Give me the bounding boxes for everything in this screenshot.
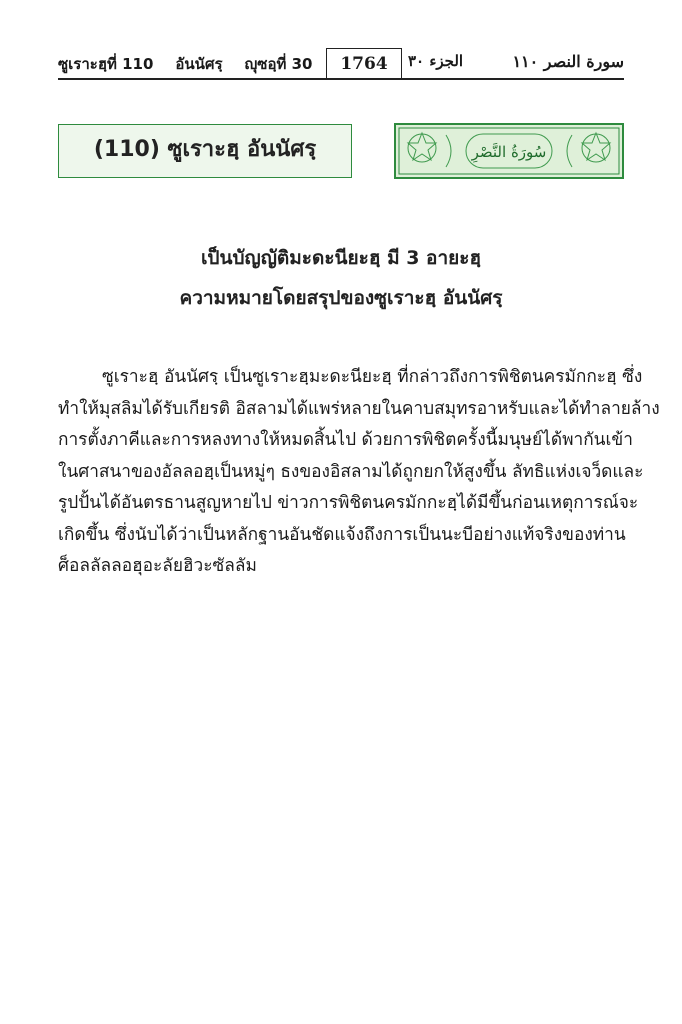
header-juz-arabic: الجزء ٣٠ — [408, 52, 464, 70]
header-divider — [58, 78, 624, 80]
surah-title: (110) ซูเราะฮฺ อันนัศรฺ — [58, 124, 352, 178]
page-number: 1764 — [326, 48, 402, 78]
subtitle-summary-heading: ความหมายโดยสรุปของซูเราะฮฺ อันนัศรฺ — [179, 287, 503, 309]
paragraph-line: รูปปั้นได้อันตรธานสูญหายไป ข่าวการพิชิตนครมักกะฮฺได้มีขึ้นก่อนเหตุการณ์จะ — [58, 493, 639, 513]
paragraph-line: ซูเราะฮฺ อันนัศรฺ เป็นซูเราะฮฺมะดะนียะฮฺ ที่กล่าวถึงการพิชิตนครมักกะฮฺ ซึ่ง — [102, 367, 643, 387]
paragraph-line: ในศาสนาของอัลลอฮฺเป็นหมู่ๆ ธงของอิสลามได้ถูกยกให้สูงขึ้น ลัทธิแห่งเจว็ดและ — [58, 461, 644, 482]
page-header — [58, 48, 624, 78]
header-juz-label: ญุซอฺที่ 30 — [244, 55, 313, 73]
paragraph-line: เกิดขึ้น ซึ่งนับได้ว่าเป็นหลักฐานอันชัดแจ้งถึงการเป็นนะบีอย่างแท้จริงของท่าน — [58, 524, 626, 545]
surah-ornament-banner — [394, 123, 624, 179]
header-surah-arabic: سورة النصر ١١٠ — [512, 52, 624, 71]
ornament-arabic-title: سُورَةُ النَّصْرِ — [471, 143, 547, 161]
header-surah-name: อันนัศรฺ — [175, 55, 223, 73]
paragraph-line: ทำให้มุสลิมได้รับเกียรติ อิสลามได้แพร่หลายในคาบสมุทรอาหรับและได้ทำลายล้าง — [58, 398, 660, 419]
paragraph-line: ศ็อลลัลลอฮุอะลัยฮิวะซัลลัม — [58, 556, 257, 576]
ornament-pattern-icon — [396, 125, 622, 177]
subtitle-revelation: เป็นบัญญัติมะดะนียะฮฺ มี 3 อายะฮฺ — [200, 247, 482, 269]
header-left-group — [58, 52, 313, 76]
header-surah-label: ซูเราะฮฺที่ 110 — [58, 55, 154, 73]
paragraph-line: การตั้งภาคีและการหลงทางให้หมดสิ้นไป ด้วยการพิชิตครั้งนี้มนุษย์ได้พากันเข้า — [58, 430, 633, 450]
summary-paragraph — [58, 362, 660, 583]
